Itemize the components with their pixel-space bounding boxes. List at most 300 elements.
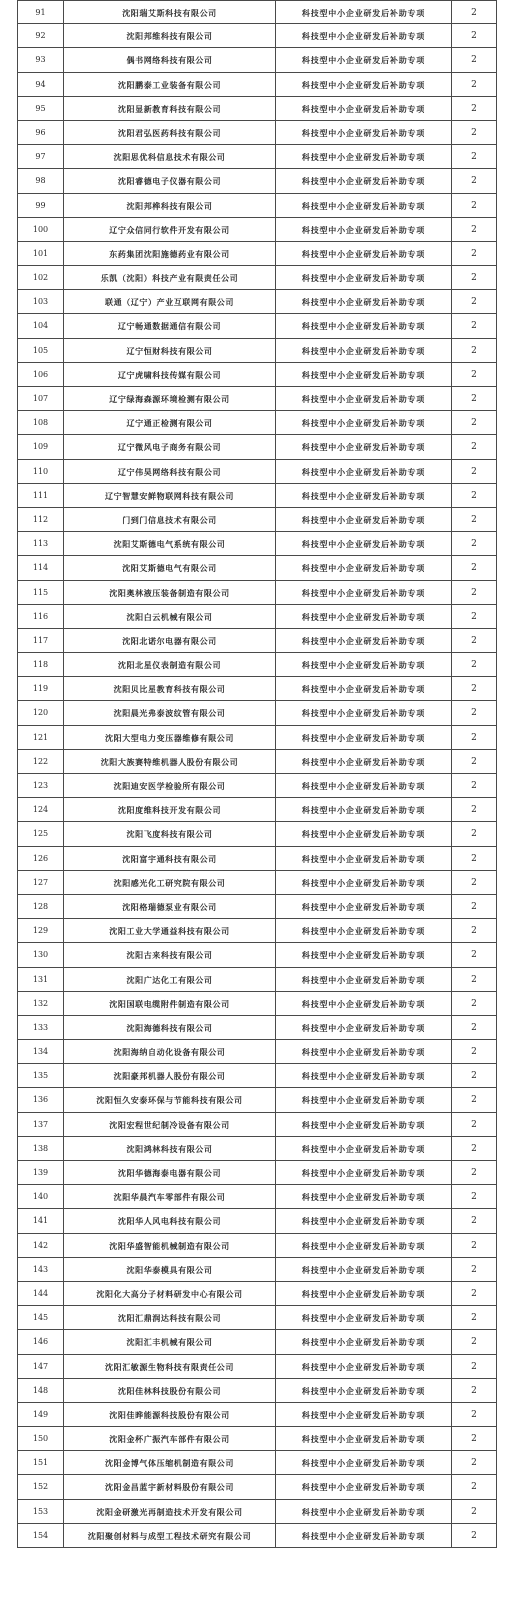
table-row [17,194,497,218]
project-category: 科技型中小企业研发后补助专项 [275,194,451,217]
row-number: 137 [17,1113,63,1136]
project-category: 科技型中小企业研发后补助专项 [275,1040,451,1063]
project-category: 科技型中小企业研发后补助专项 [275,1258,451,1281]
quantity: 2 [451,847,497,870]
row-number: 105 [17,339,63,362]
table-row [17,992,497,1016]
row-number: 128 [17,895,63,918]
quantity: 2 [451,726,497,749]
row-number: 101 [17,242,63,265]
project-category: 科技型中小企业研发后补助专项 [275,1209,451,1232]
project-category: 科技型中小企业研发后补助专项 [275,1379,451,1402]
quantity: 2 [451,484,497,507]
row-number: 136 [17,1088,63,1111]
row-number: 93 [17,48,63,71]
table-row [17,314,497,338]
table-row [17,1040,497,1064]
table-row [17,339,497,363]
quantity: 2 [451,314,497,337]
company-name: 沈阳宏程世纪制冷设备有限公司 [63,1113,275,1136]
company-name: 沈阳富宇通科技有限公司 [63,847,275,870]
row-number: 135 [17,1064,63,1087]
quantity: 2 [451,1040,497,1063]
row-number: 133 [17,1016,63,1039]
table-row [17,629,497,653]
project-category: 科技型中小企业研发后补助专项 [275,411,451,434]
table-row [17,387,497,411]
quantity: 2 [451,1403,497,1426]
quantity: 2 [451,339,497,362]
quantity: 2 [451,363,497,386]
quantity: 2 [451,1161,497,1184]
row-number: 125 [17,822,63,845]
quantity: 2 [451,581,497,604]
project-category: 科技型中小企业研发后补助专项 [275,1475,451,1498]
project-category: 科技型中小企业研发后补助专项 [275,798,451,821]
company-name: 沈阳格瑞德泵业有限公司 [63,895,275,918]
quantity: 2 [451,992,497,1015]
quantity: 2 [451,1427,497,1450]
row-number: 114 [17,556,63,579]
project-category: 科技型中小企业研发后补助专项 [275,1427,451,1450]
row-number: 139 [17,1161,63,1184]
project-category: 科技型中小企业研发后补助专项 [275,968,451,991]
quantity: 2 [451,169,497,192]
company-name: 沈阳工业大学通益科技有限公司 [63,919,275,942]
table-row [17,411,497,435]
quantity: 2 [451,145,497,168]
table-row [17,798,497,822]
table-row [17,218,497,242]
row-number: 117 [17,629,63,652]
project-category: 科技型中小企业研发后补助专项 [275,266,451,289]
row-number: 116 [17,605,63,628]
table-row [17,1403,497,1427]
row-number: 151 [17,1451,63,1474]
row-number: 153 [17,1500,63,1523]
row-number: 140 [17,1185,63,1208]
table-row [17,871,497,895]
table-row [17,508,497,532]
project-category: 科技型中小企业研发后补助专项 [275,822,451,845]
row-number: 91 [17,1,63,23]
company-name: 沈阳大型电力变压器维修有限公司 [63,726,275,749]
project-category: 科技型中小企业研发后补助专项 [275,1064,451,1087]
table-row [17,1161,497,1185]
project-category: 科技型中小企业研发后补助专项 [275,97,451,120]
project-category: 科技型中小企业研发后补助专项 [275,1016,451,1039]
quantity: 2 [451,242,497,265]
row-number: 119 [17,677,63,700]
company-name: 沈阳化大高分子材料研发中心有限公司 [63,1282,275,1305]
project-category: 科技型中小企业研发后补助专项 [275,556,451,579]
project-category: 科技型中小企业研发后补助专项 [275,871,451,894]
row-number: 154 [17,1524,63,1547]
quantity: 2 [451,1258,497,1281]
table-row [17,822,497,846]
project-category: 科技型中小企业研发后补助专项 [275,1185,451,1208]
table-row [17,73,497,97]
project-category: 科技型中小企业研发后补助专项 [275,1306,451,1329]
quantity: 2 [451,1185,497,1208]
row-number: 120 [17,701,63,724]
company-name: 联通（辽宁）产业互联网有限公司 [63,290,275,313]
company-name: 沈阳度维科技开发有限公司 [63,798,275,821]
row-number: 118 [17,653,63,676]
row-number: 147 [17,1355,63,1378]
quantity: 2 [451,1306,497,1329]
company-name: 辽宁通正检测有限公司 [63,411,275,434]
quantity: 2 [451,1524,497,1547]
project-category: 科技型中小企业研发后补助专项 [275,774,451,797]
table-row [17,774,497,798]
row-number: 108 [17,411,63,434]
company-name: 辽宁绿海森源环境检测有限公司 [63,387,275,410]
company-name: 沈阳华盛智能机械制造有限公司 [63,1234,275,1257]
quantity: 2 [451,1088,497,1111]
company-name: 沈阳感光化工研究院有限公司 [63,871,275,894]
table-row [17,653,497,677]
company-name: 沈阳华晨汽车零部件有限公司 [63,1185,275,1208]
project-category: 科技型中小企业研发后补助专项 [275,1088,451,1111]
company-name: 沈阳华泰模具有限公司 [63,1258,275,1281]
quantity: 2 [451,677,497,700]
quantity: 2 [451,1475,497,1498]
row-number: 142 [17,1234,63,1257]
row-number: 100 [17,218,63,241]
company-name: 沈阳瑞艾斯科技有限公司 [63,1,275,23]
project-category: 科技型中小企业研发后补助专项 [275,532,451,555]
company-name: 东药集团沈阳施德药业有限公司 [63,242,275,265]
table-row [17,750,497,774]
project-category: 科技型中小企业研发后补助专项 [275,145,451,168]
company-name: 沈阳聚创材料与成型工程技术研究有限公司 [63,1524,275,1547]
table-row [17,242,497,266]
project-category: 科技型中小企业研发后补助专项 [275,1524,451,1547]
project-category: 科技型中小企业研发后补助专项 [275,1113,451,1136]
company-name: 沈阳金博气体压缩机制造有限公司 [63,1451,275,1474]
quantity: 2 [451,968,497,991]
company-name: 沈阳君弘医药科技有限公司 [63,121,275,144]
quantity: 2 [451,48,497,71]
table-row [17,1451,497,1475]
table-row [17,169,497,193]
row-number: 146 [17,1330,63,1353]
company-name: 辽宁畅通数据通信有限公司 [63,314,275,337]
company-name: 沈阳国联电缆附件制造有限公司 [63,992,275,1015]
table-row [17,1016,497,1040]
quantity: 2 [451,1282,497,1305]
quantity: 2 [451,895,497,918]
project-category: 科技型中小企业研发后补助专项 [275,1403,451,1426]
project-category: 科技型中小企业研发后补助专项 [275,218,451,241]
project-category: 科技型中小企业研发后补助专项 [275,677,451,700]
table-row [17,556,497,580]
project-category: 科技型中小企业研发后补助专项 [275,992,451,1015]
quantity: 2 [451,290,497,313]
company-name: 沈阳恒久安泰环保与节能科技有限公司 [63,1088,275,1111]
table-row [17,363,497,387]
project-category: 科技型中小企业研发后补助专项 [275,435,451,458]
row-number: 110 [17,460,63,483]
project-category: 科技型中小企业研发后补助专项 [275,363,451,386]
table-row [17,847,497,871]
table-row [17,1379,497,1403]
quantity: 2 [451,605,497,628]
company-name: 沈阳鸿林科技有限公司 [63,1137,275,1160]
company-name: 辽宁微风电子商务有限公司 [63,435,275,458]
quantity: 2 [451,1234,497,1257]
table-row [17,1258,497,1282]
quantity: 2 [451,532,497,555]
table-row [17,460,497,484]
row-number: 127 [17,871,63,894]
row-number: 131 [17,968,63,991]
quantity: 2 [451,508,497,531]
project-category: 科技型中小企业研发后补助专项 [275,653,451,676]
quantity: 2 [451,1016,497,1039]
row-number: 134 [17,1040,63,1063]
row-number: 113 [17,532,63,555]
project-category: 科技型中小企业研发后补助专项 [275,460,451,483]
row-number: 130 [17,943,63,966]
company-name: 沈阳睿德电子仪器有限公司 [63,169,275,192]
row-number: 99 [17,194,63,217]
quantity: 2 [451,435,497,458]
company-name: 沈阳豪邦机器人股份有限公司 [63,1064,275,1087]
company-name: 沈阳奥林液压装备制造有限公司 [63,581,275,604]
company-name: 沈阳金杯广振汽车部件有限公司 [63,1427,275,1450]
project-category: 科技型中小企业研发后补助专项 [275,1161,451,1184]
table-row [17,968,497,992]
company-name: 沈阳金昌蓝宇新材料股份有限公司 [63,1475,275,1498]
quantity: 2 [451,798,497,821]
quantity: 2 [451,24,497,47]
quantity: 2 [451,97,497,120]
table-row [17,48,497,72]
table-row [17,24,497,48]
project-category: 科技型中小企业研发后补助专项 [275,24,451,47]
company-name: 沈阳晨光弗泰波纹管有限公司 [63,701,275,724]
project-category: 科技型中小企业研发后补助专项 [275,387,451,410]
row-number: 107 [17,387,63,410]
company-name: 沈阳艾斯德电气系统有限公司 [63,532,275,555]
company-name: 沈阳海德科技有限公司 [63,1016,275,1039]
quantity: 2 [451,750,497,773]
quantity: 2 [451,701,497,724]
table-row [17,581,497,605]
project-category: 科技型中小企业研发后补助专项 [275,1355,451,1378]
row-number: 109 [17,435,63,458]
row-number: 145 [17,1306,63,1329]
project-category: 科技型中小企业研发后补助专项 [275,847,451,870]
project-category: 科技型中小企业研发后补助专项 [275,48,451,71]
table-row [17,97,497,121]
project-category: 科技型中小企业研发后补助专项 [275,508,451,531]
company-name: 乐凯（沈阳）科技产业有限责任公司 [63,266,275,289]
row-number: 124 [17,798,63,821]
quantity: 2 [451,121,497,144]
table-row [17,943,497,967]
quantity: 2 [451,1500,497,1523]
row-number: 115 [17,581,63,604]
company-name: 辽宁恒财科技有限公司 [63,339,275,362]
company-name: 沈阳显新教育科技有限公司 [63,97,275,120]
company-name: 沈阳白云机械有限公司 [63,605,275,628]
project-category: 科技型中小企业研发后补助专项 [275,242,451,265]
project-category: 科技型中小企业研发后补助专项 [275,121,451,144]
project-category: 科技型中小企业研发后补助专项 [275,726,451,749]
company-name: 沈阳贝比星教育科技有限公司 [63,677,275,700]
table-row [17,1113,497,1137]
project-category: 科技型中小企业研发后补助专项 [275,73,451,96]
table-row [17,0,497,24]
quantity: 2 [451,1451,497,1474]
company-name: 沈阳汇丰机械有限公司 [63,1330,275,1353]
table-row [17,1088,497,1112]
table-row [17,1282,497,1306]
company-name: 辽宁虎啸科技传媒有限公司 [63,363,275,386]
row-number: 103 [17,290,63,313]
quantity: 2 [451,73,497,96]
row-number: 149 [17,1403,63,1426]
table-row [17,1306,497,1330]
company-name: 沈阳北星仪表制造有限公司 [63,653,275,676]
project-category: 科技型中小企业研发后补助专项 [275,290,451,313]
quantity: 2 [451,1,497,23]
quantity: 2 [451,943,497,966]
company-name: 沈阳佳林科技股份有限公司 [63,1379,275,1402]
project-category: 科技型中小企业研发后补助专项 [275,629,451,652]
quantity: 2 [451,1379,497,1402]
row-number: 143 [17,1258,63,1281]
company-name: 沈阳思优科信息技术有限公司 [63,145,275,168]
table-row [17,435,497,459]
project-category: 科技型中小企业研发后补助专项 [275,1500,451,1523]
quantity: 2 [451,629,497,652]
project-category: 科技型中小企业研发后补助专项 [275,895,451,918]
company-name: 沈阳北诺尔电器有限公司 [63,629,275,652]
table-row [17,895,497,919]
project-category: 科技型中小企业研发后补助专项 [275,1330,451,1353]
company-name: 沈阳鹏泰工业装备有限公司 [63,73,275,96]
quantity: 2 [451,218,497,241]
table-row [17,1427,497,1451]
table-row [17,1234,497,1258]
row-number: 95 [17,97,63,120]
row-number: 138 [17,1137,63,1160]
table-row [17,145,497,169]
table-row [17,266,497,290]
company-name: 沈阳邦桦科技有限公司 [63,194,275,217]
row-number: 112 [17,508,63,531]
company-name: 沈阳海纳自动化设备有限公司 [63,1040,275,1063]
company-name: 沈阳艾斯德电气有限公司 [63,556,275,579]
company-name: 沈阳华人风电科技有限公司 [63,1209,275,1232]
quantity: 2 [451,774,497,797]
table-row [17,726,497,750]
quantity: 2 [451,1113,497,1136]
company-name: 辽宁众信同行软件开发有限公司 [63,218,275,241]
company-name: 辽宁智慧安鲜物联网科技有限公司 [63,484,275,507]
row-number: 126 [17,847,63,870]
quantity: 2 [451,194,497,217]
table-row [17,1355,497,1379]
table-row [17,1064,497,1088]
row-number: 94 [17,73,63,96]
company-name: 沈阳迪安医学检验所有限公司 [63,774,275,797]
quantity: 2 [451,1355,497,1378]
quantity: 2 [451,266,497,289]
table-row [17,1524,497,1548]
project-category: 科技型中小企业研发后补助专项 [275,339,451,362]
row-number: 102 [17,266,63,289]
quantity: 2 [451,919,497,942]
table-row [17,532,497,556]
row-number: 132 [17,992,63,1015]
company-name: 沈阳华德海泰电器有限公司 [63,1161,275,1184]
project-category: 科技型中小企业研发后补助专项 [275,581,451,604]
table-row [17,605,497,629]
project-category: 科技型中小企业研发后补助专项 [275,1282,451,1305]
company-name: 门到门信息技术有限公司 [63,508,275,531]
row-number: 150 [17,1427,63,1450]
quantity: 2 [451,1137,497,1160]
quantity: 2 [451,556,497,579]
quantity: 2 [451,1209,497,1232]
row-number: 123 [17,774,63,797]
company-name: 沈阳汇鼎润达科技有限公司 [63,1306,275,1329]
project-category: 科技型中小企业研发后补助专项 [275,1234,451,1257]
company-name: 沈阳古来科技有限公司 [63,943,275,966]
row-number: 98 [17,169,63,192]
table-row [17,919,497,943]
table-row [17,484,497,508]
row-number: 141 [17,1209,63,1232]
company-name: 沈阳飞度科技有限公司 [63,822,275,845]
row-number: 92 [17,24,63,47]
quantity: 2 [451,653,497,676]
table-row [17,701,497,725]
row-number: 111 [17,484,63,507]
quantity: 2 [451,1064,497,1087]
company-name: 偶书网络科技有限公司 [63,48,275,71]
row-number: 121 [17,726,63,749]
row-number: 96 [17,121,63,144]
project-category: 科技型中小企业研发后补助专项 [275,169,451,192]
funding-list-table [17,0,497,1548]
row-number: 152 [17,1475,63,1498]
row-number: 148 [17,1379,63,1402]
project-category: 科技型中小企业研发后补助专项 [275,1137,451,1160]
company-name: 沈阳金研激光再制造技术开发有限公司 [63,1500,275,1523]
company-name: 沈阳广达化工有限公司 [63,968,275,991]
table-row [17,1475,497,1499]
row-number: 106 [17,363,63,386]
row-number: 104 [17,314,63,337]
project-category: 科技型中小企业研发后补助专项 [275,943,451,966]
row-number: 97 [17,145,63,168]
table-row [17,677,497,701]
company-name: 沈阳大族赛特维机器人股份有限公司 [63,750,275,773]
project-category: 科技型中小企业研发后补助专项 [275,605,451,628]
table-row [17,1137,497,1161]
quantity: 2 [451,411,497,434]
table-row [17,290,497,314]
row-number: 144 [17,1282,63,1305]
project-category: 科技型中小企业研发后补助专项 [275,484,451,507]
project-category: 科技型中小企业研发后补助专项 [275,750,451,773]
